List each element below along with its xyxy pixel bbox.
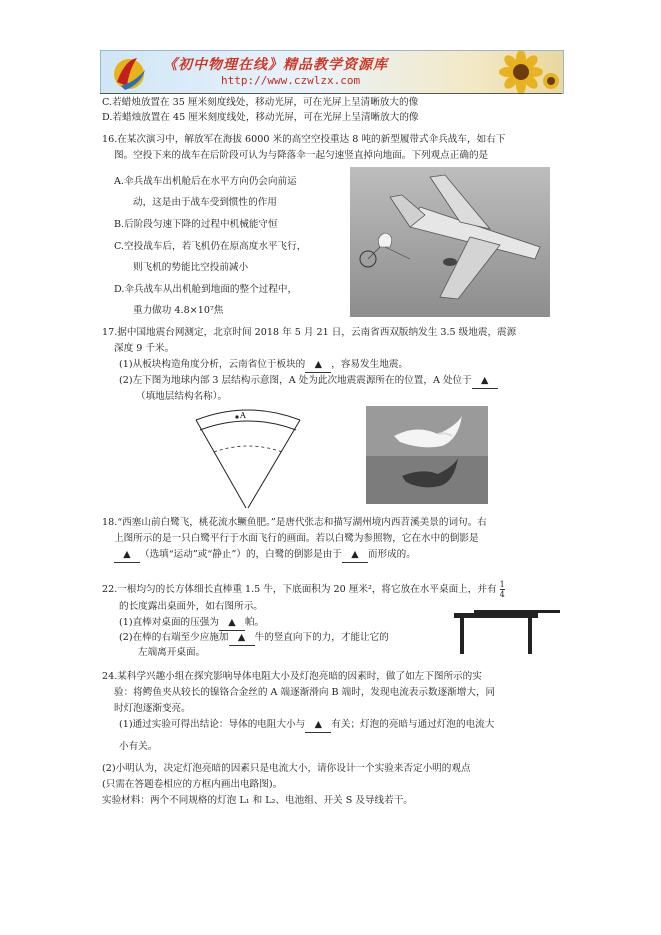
- q17-stem-line1: 17.据中国地震台网测定，北京时间 2018 年 5 月 21 日，云南省西双版纳发生 3.5 级地震，震源: [102, 327, 517, 338]
- table-leg: [460, 618, 464, 654]
- table-leg: [528, 618, 532, 654]
- header-rule: [100, 93, 562, 94]
- q18-stem-line2: 上图所示的是一只白鹭平行于水面飞行的画面。若以白鹭为参照物，它在水中的倒影是: [114, 533, 479, 544]
- q22-part1-text: (1)直棒对桌面的压强为: [119, 617, 219, 628]
- earth-layers-diagram: [192, 402, 304, 512]
- q16-option-c: C.空投战车后，若飞机仍在原高度水平飞行，: [114, 241, 307, 252]
- q22-part2-text: (2)在棒的右端至少应施加: [119, 632, 229, 643]
- text-line: D.若蜡烛放置在 45 厘米刻度线处，移动光屏，可在光屏上呈清晰放大的像: [102, 112, 419, 123]
- label-a: A: [240, 411, 246, 420]
- fraction-numerator: 1: [499, 580, 505, 589]
- sunflower-icon: [491, 51, 561, 93]
- airplane-photo: [350, 167, 550, 317]
- q22-part2: [119, 631, 389, 646]
- table-top: [454, 613, 538, 618]
- q24-stem-line1: 24.某科学兴趣小组在探究影响导体电阻大小及灯泡亮暗的因素时，做了如左下图所示的实: [102, 671, 482, 682]
- q16-option-a: A.伞兵战车出机舱后在水平方向仍会向前运: [114, 176, 297, 187]
- q24-part1-tail: 有关；灯泡的亮暗与通过灯泡的电流大: [331, 719, 495, 730]
- table-rod-diagram: [452, 600, 562, 656]
- answer-blank: ▲: [229, 631, 255, 646]
- q18-line3-tail: 而形成的。: [367, 549, 416, 560]
- q22-part2-cont: 左端离开桌面。: [138, 647, 206, 658]
- q17-part1-tail: ，容易发生地震。: [331, 359, 409, 370]
- q24-part1-cont: 小有关。: [119, 741, 158, 752]
- q16-option-c-cont: 则飞机的势能比空投前减小: [133, 262, 249, 273]
- q16-stem-line1: 16.在某次演习中，解放军在海拔 6000 米的高空空投重达 8 吨的新型履带式伞兵战车，如右下: [102, 134, 506, 145]
- q22-stem-line2: 的长度露出桌面外，如右图所示。: [119, 601, 263, 612]
- q17-part2-note: （填地层结构名称）。: [136, 391, 228, 402]
- answer-blank: ▲: [305, 718, 331, 733]
- q24-stem-line3: 时灯泡逐渐变亮。: [114, 703, 191, 714]
- q24-part2-cont: (只需在答题卷相应的方框内画出电路图)。: [102, 779, 283, 790]
- q24-part2: (2)小明认为，决定灯泡亮暗的因素只是电流大小，请你设计一个实验来否定小明的观点: [102, 763, 471, 774]
- q18-line3-text: （选填“运动”或“静止”）的，白鹭的倒影是由于: [140, 549, 342, 560]
- answer-blank: ▲: [114, 548, 140, 563]
- q16-option-a-cont: 动，这是由于战车受到惯性的作用: [133, 197, 277, 208]
- q17-part2-text: (2)左下图为地球内部 3 层结构示意图，A 处为此次地震震源所在的位置，A 处位于: [119, 375, 472, 386]
- q18-stem-line1: 18.“西塞山前白鹭飞，桃花流水鳜鱼肥。”是唐代张志和描写湖州境内西苕溪美景的词句。右: [102, 517, 487, 528]
- q17-part1-text: (1)从板块构造角度分析，云南省位于板块的: [119, 359, 306, 370]
- q22-line1-text: 22.一根均匀的长方体细长直棒重 1.5 牛，下底面积为 20 厘米²，将它放在水平桌面上，并有: [102, 584, 497, 595]
- fraction-denominator: 4: [499, 590, 505, 599]
- q17-part1: [119, 358, 408, 373]
- q24-part1: [119, 718, 494, 733]
- q24-materials: 实验材料：两个不同规格的灯泡 L₁ 和 L₂、电池组、开关 S 及导线若干。: [102, 795, 413, 806]
- banner-title: 《初中物理在线》精品教学资源库: [163, 57, 388, 73]
- text-line: C.若蜡烛放置在 35 厘米刻度线处，移动光屏，可在光屏上呈清晰放大的像: [102, 97, 419, 108]
- q16-option-b: B.后阶段匀速下降的过程中机械能守恒: [114, 219, 278, 230]
- q22-part1: [119, 616, 264, 631]
- q16-option-d-cont: 重力做功 4.8×10⁷焦: [133, 305, 224, 316]
- q17-part2: [119, 374, 498, 389]
- answer-blank: ▲: [342, 548, 368, 563]
- q24-stem-line2: 验：将鳄鱼夹从较长的镍铬合金丝的 A 端逐渐滑向 B 端时，发现电流表示数逐渐增大，同: [114, 687, 496, 698]
- header-banner: [100, 50, 564, 94]
- q16-option-d: D.伞兵战车从出机舱到地面的整个过程中，: [114, 284, 298, 295]
- q17-stem-line2: 深度 9 千米。: [114, 343, 175, 354]
- q22-stem-line1: [102, 580, 505, 599]
- answer-blank: ▲: [305, 358, 331, 373]
- q18-stem-line3: [114, 548, 416, 563]
- fraction: [500, 580, 505, 599]
- q22-part2-tail: 牛的竖直向下的力，才能让它的: [254, 632, 389, 643]
- q24-part1-text: (1)通过实验可得出结论：导体的电阻大小与: [119, 719, 306, 730]
- q22-part1-tail: 帕。: [244, 617, 265, 628]
- q16-stem-line2: 图。空投下来的战车在后阶段可认为与降落伞一起匀速竖直掉向地面。下列观点正确的是: [114, 150, 489, 161]
- answer-blank: ▲: [219, 616, 245, 631]
- rod: [474, 610, 560, 613]
- banner-url[interactable]: http://www.czwlzx.com: [221, 74, 361, 87]
- answer-blank: ▲: [472, 374, 498, 389]
- egret-photo: [366, 406, 488, 504]
- logo-icon: [107, 52, 153, 92]
